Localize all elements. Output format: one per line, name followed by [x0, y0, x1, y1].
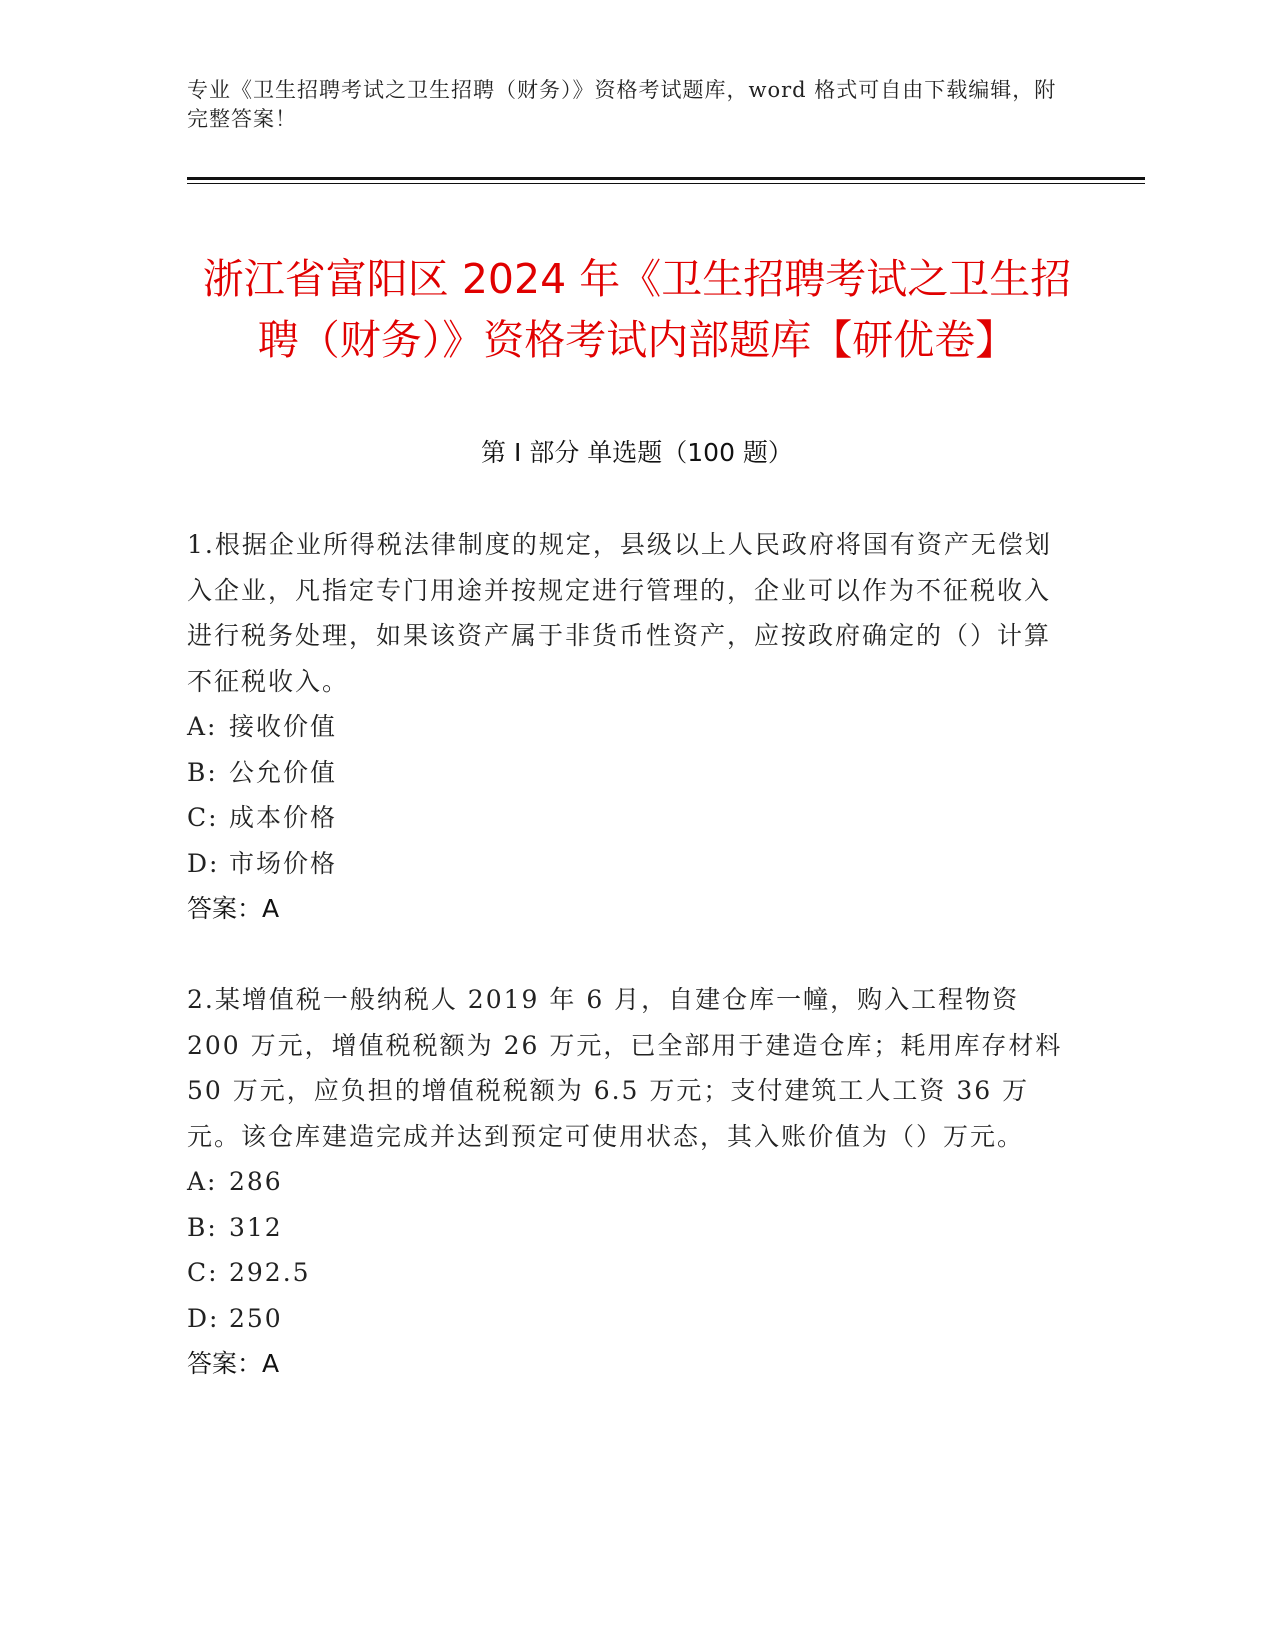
- header-divider-thick: [187, 177, 1145, 180]
- question-1: [187, 522, 1067, 932]
- document-title: 浙江省富阳区 2024 年《卫生招聘考试之卫生招聘（财务）》资格考试内部题库【研优卷】: [202, 255, 1072, 365]
- option-d: [187, 841, 1067, 887]
- option-text: 市场价格: [229, 848, 338, 878]
- option-b: [187, 1205, 1067, 1251]
- option-text: 250: [229, 1303, 283, 1333]
- option-a: [187, 704, 1067, 750]
- answer-line: 答案：A: [187, 1349, 280, 1378]
- option-letter: B:: [187, 1212, 218, 1242]
- option-letter: A:: [187, 712, 218, 741]
- question-2: [187, 977, 1067, 1387]
- option-letter: D:: [187, 848, 220, 878]
- option-d: [187, 1296, 1067, 1342]
- option-letter: C:: [187, 803, 219, 832]
- option-c: [187, 1250, 1067, 1296]
- option-text: 公允价值: [229, 757, 338, 787]
- option-letter: C:: [187, 1258, 219, 1287]
- option-text: 接收价值: [229, 712, 338, 741]
- option-letter: A:: [187, 1167, 218, 1196]
- option-letter: B:: [187, 757, 218, 787]
- option-a: [187, 1159, 1067, 1205]
- option-text: 292.5: [229, 1258, 311, 1287]
- option-c: [187, 795, 1067, 841]
- header-note: 专业《卫生招聘考试之卫生招聘（财务）》资格考试题库，word 格式可自由下载编辑，附完整答案！: [187, 78, 1057, 131]
- header-divider-thin: [187, 183, 1145, 184]
- option-text: 286: [229, 1167, 283, 1196]
- option-text: 成本价格: [229, 803, 338, 832]
- question-stem: 1.根据企业所得税法律制度的规定，县级以上人民政府将国有资产无偿划入企业，凡指定专门用途并按规定进行管理的，企业可以作为不征税收入进行税务处理，如果该资产属于非货币性资产，应按政府确定的（）计算不征税收入。: [187, 530, 1052, 696]
- option-letter: D:: [187, 1303, 220, 1333]
- option-b: [187, 750, 1067, 796]
- answer-line: 答案：A: [187, 894, 280, 923]
- section-heading: 第 I 部分 单选题（100 题）: [481, 438, 793, 467]
- option-text: 312: [229, 1212, 283, 1242]
- question-stem: 2.某增值税一般纳税人 2019 年 6 月，自建仓库一幢，购入工程物资 200 万元，增值税税额为 26 万元，已全部用于建造仓库；耗用库存材料 50 万元，应负担的增值税税额为 6.5 万元；支付建筑工人工资 36 万元。该仓库建造完成并达到预定可使用状态，其入账价值为（）万元。: [187, 985, 1063, 1151]
